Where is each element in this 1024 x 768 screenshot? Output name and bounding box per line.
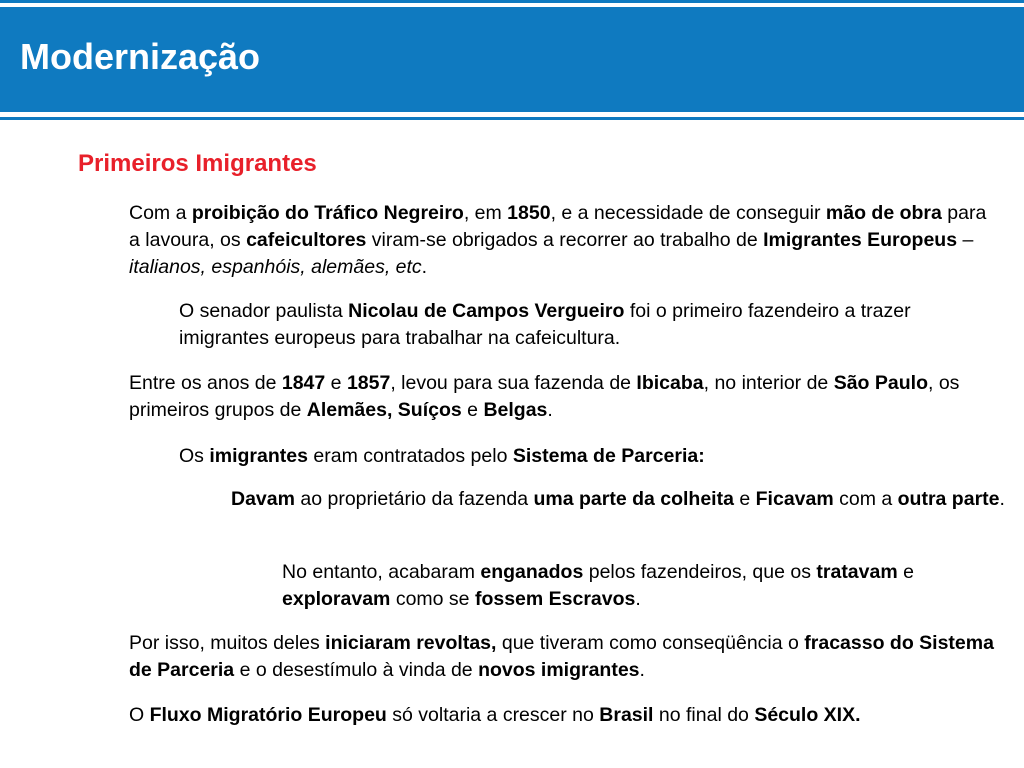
bold-text-run: Imigrantes Europeus [763,229,958,251]
bold-text-run: Alemães, Suíços [306,399,462,421]
bold-text-run: Davam [231,488,295,510]
text-run: – [957,229,974,251]
paragraph-revoltas [129,630,999,684]
paragraph-parceria [179,443,999,470]
italic-text-run: italianos, espanhóis, alemães, etc [129,256,422,278]
bold-text-run: Belgas [483,399,548,421]
bold-text-run: mão de obra [825,202,942,224]
text-run: e [733,488,756,510]
text-run: Entre os anos de [129,372,282,394]
text-run: No entanto, acabaram [282,561,481,583]
bold-text-run: exploravam [282,588,391,610]
text-run: pelos fazendeiros, que os [583,561,817,583]
bold-text-run: Século XIX. [754,704,861,726]
bold-text-run: Fluxo Migratório Europeu [149,704,387,726]
text-run: , no interior de [703,372,834,394]
text-run: Com a [129,202,192,224]
text-run: e [461,399,484,421]
text-run: , os primeiros grupos de [129,372,960,421]
bold-text-run: Ibicaba [636,372,704,394]
text-run: foi o primeiro fazendeiro a trazer imigrantes europeus para trabalhar na cafeicultura. [179,300,911,349]
bold-text-run: tratavam [816,561,898,583]
bold-text-run: iniciaram revoltas, [325,632,497,654]
text-run: no final do [653,704,755,726]
slide-title: Modernização [20,36,261,77]
paragraph-fluxo [129,702,1009,729]
paragraph-ibicaba [129,370,989,424]
bold-text-run: uma parte da colheita [533,488,734,510]
text-run: . [635,588,641,610]
bold-text-run: outra parte [897,488,1000,510]
section-heading: Primeiros Imigrantes [78,150,317,177]
bold-text-run: proibição do Tráfico Negreiro [191,202,464,224]
bold-text-run: enganados [480,561,584,583]
text-run: , em [463,202,508,224]
bold-text-run: cafeicultores [246,229,367,251]
bold-text-run: Brasil [599,704,654,726]
text-run: O senador paulista [179,300,349,322]
text-run: . [999,488,1005,510]
bold-text-run: novos imigrantes [478,659,640,681]
text-run: . [639,659,645,681]
text-run: e [897,561,914,583]
paragraph-abolition [129,200,999,281]
bold-text-run: Sistema de Parceria: [512,445,705,467]
text-run: O [129,704,150,726]
bold-text-run: fossem Escravos [474,588,636,610]
bold-text-run: São Paulo [833,372,928,394]
text-run: Os [179,445,210,467]
text-run: só voltaria a crescer no [386,704,600,726]
text-run: para a lavoura, os [129,202,987,251]
bold-text-run: 1850 [507,202,551,224]
text-run: Por isso, muitos deles [129,632,326,654]
paragraph-enganados [282,559,1002,613]
text-run: , e a necessidade de conseguir [550,202,826,224]
bold-text-run: fracasso do Sistema de Parceria [129,632,994,681]
text-run: . [547,399,553,421]
bold-text-run: imigrantes [209,445,308,467]
text-run: ao proprietário da fazenda [294,488,534,510]
bold-text-run: 1847 [281,372,326,394]
text-run: viram-se obrigados a recorrer ao trabalho de [366,229,764,251]
bold-text-run: Nicolau de Campos Vergueiro [348,300,625,322]
paragraph-vergueiro [179,298,999,352]
text-run: e [325,372,347,394]
text-run: com a [833,488,898,510]
bold-text-run: Ficavam [755,488,834,510]
bold-text-run: 1857 [346,372,391,394]
text-run: , levou para sua fazenda de [390,372,637,394]
header-top-rule [0,0,1024,3]
text-run: e o desestímulo à vinda de [234,659,479,681]
text-run: . [421,256,428,278]
header-bottom-rule [0,117,1024,120]
text-run: eram contratados pelo [307,445,513,467]
text-run: que tiveram como conseqüência o [496,632,805,654]
paragraph-davam [231,486,1011,513]
text-run: como se [390,588,475,610]
